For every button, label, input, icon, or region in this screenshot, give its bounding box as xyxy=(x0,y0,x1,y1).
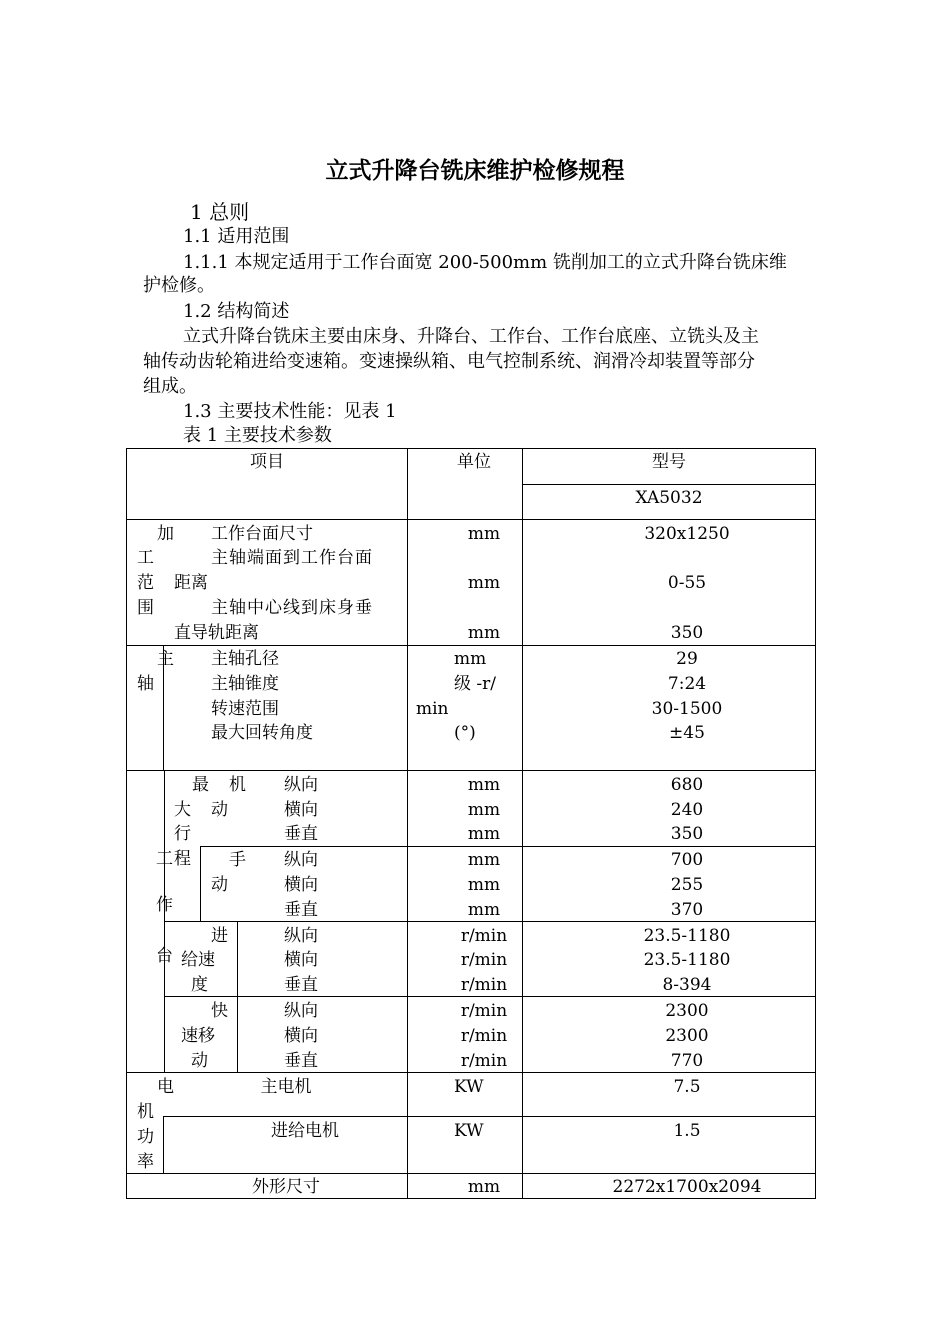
value-cell: 320x1250 xyxy=(644,524,730,544)
value-cell: 7.5 xyxy=(673,1077,701,1097)
manual-label-2: 动 xyxy=(211,875,228,895)
rapid-move-label-2: 速移 xyxy=(181,1026,215,1046)
paragraph-1-2-line1: 立式升降台铣床主要由床身、升降台、工作台、工作台底座、立铣头及主 xyxy=(183,326,759,347)
row-speed-range: 转速范围 xyxy=(211,699,279,719)
group-motor-label-1: 电 xyxy=(157,1077,174,1097)
unit-cell: r/min xyxy=(460,1001,508,1021)
dir-vertical: 垂直 xyxy=(284,824,318,844)
unit-cell: mm xyxy=(467,800,501,820)
dir-transverse: 横向 xyxy=(284,800,318,820)
row-spindle-face-1: 主轴端面到工作台面 xyxy=(211,548,373,568)
unit-cell: mm xyxy=(467,850,501,870)
row-spindle-bore: 主轴孔径 xyxy=(211,649,279,669)
dir-vertical: 垂直 xyxy=(284,975,318,995)
feed-speed-label-1: 进 xyxy=(211,926,228,946)
dir-longitudinal: 纵向 xyxy=(284,926,318,946)
paragraph-1-1-1-line2: 护检修。 xyxy=(143,275,215,296)
unit-cell: mm xyxy=(467,875,501,895)
dir-transverse: 横向 xyxy=(284,875,318,895)
value-cell: 255 xyxy=(670,875,704,895)
row-spindle-center-2: 直导轨距离 xyxy=(174,623,259,643)
unit-cell: r/min xyxy=(460,1026,508,1046)
rapid-move-label-3: 动 xyxy=(191,1051,208,1071)
section-1-1-heading: 1.1 适用范围 xyxy=(183,226,290,247)
group-machining-label-1: 加 xyxy=(157,524,174,544)
max-travel-label-1: 最 xyxy=(192,775,209,795)
unit-cell: 级 -r/ xyxy=(454,674,497,694)
unit-cell: r/min xyxy=(460,975,508,995)
value-cell: 240 xyxy=(670,800,704,820)
value-cell: 350 xyxy=(670,623,704,643)
group-spindle-label-1: 主 xyxy=(157,649,174,669)
table-caption: 表 1 主要技术参数 xyxy=(183,425,332,446)
group-machining-label-3: 范 xyxy=(137,573,154,593)
paragraph-1-1-1-line1: 1.1.1 本规定适用于工作台面宽 200-500mm 铣削加工的立式升降台铣床维 xyxy=(183,252,787,273)
value-cell: ±45 xyxy=(669,723,705,743)
row-spindle-face-2: 距离 xyxy=(174,573,208,593)
value-cell: 23.5-1180 xyxy=(643,950,731,970)
value-cell: 29 xyxy=(676,649,698,669)
unit-cell: mm xyxy=(467,775,501,795)
unit-cell: KW xyxy=(454,1077,484,1097)
row-spindle-center-1: 主轴中心线到床身垂 xyxy=(211,598,373,618)
group-table-label-2: 作 xyxy=(156,895,173,915)
unit-cell: mm xyxy=(467,824,501,844)
value-cell: 370 xyxy=(670,900,704,920)
unit-cell: (°) xyxy=(454,723,476,743)
unit-cell: r/min xyxy=(460,926,508,946)
feed-speed-label-3: 度 xyxy=(191,975,208,995)
group-machining-label-2: 工 xyxy=(137,548,154,568)
value-cell: 2272x1700x2094 xyxy=(612,1177,762,1197)
header-model: 型号 xyxy=(652,452,686,472)
group-motor-label-4: 率 xyxy=(137,1152,154,1172)
paragraph-1-2-line3: 组成。 xyxy=(143,376,197,397)
unit-cell: mm xyxy=(467,524,501,544)
header-item: 项目 xyxy=(250,452,284,472)
unit-cell: mm xyxy=(467,900,501,920)
power-feed-label-2: 动 xyxy=(211,800,228,820)
value-cell: 0-55 xyxy=(667,573,707,593)
paragraph-1-2-line2: 轴传动齿轮箱进给变速箱。变速操纵箱、电气控制系统、润滑冷却装置等部分 xyxy=(143,351,755,372)
row-main-motor: 主电机 xyxy=(260,1077,312,1097)
row-feed-motor: 进给电机 xyxy=(271,1121,339,1141)
header-unit: 单位 xyxy=(457,452,491,472)
value-cell: 2300 xyxy=(665,1001,709,1021)
manual-label-1: 手 xyxy=(229,850,246,870)
group-table-label-1: 工 xyxy=(156,849,173,869)
dir-longitudinal: 纵向 xyxy=(284,775,318,795)
group-motor-label-2: 机 xyxy=(137,1102,154,1122)
dir-longitudinal: 纵向 xyxy=(284,1001,318,1021)
value-cell: 1.5 xyxy=(673,1121,701,1141)
section-1-heading: 1 总则 xyxy=(190,200,250,224)
unit-cell: mm xyxy=(467,573,501,593)
value-cell: 30-1500 xyxy=(651,699,723,719)
section-1-2-heading: 1.2 结构简述 xyxy=(183,301,290,322)
dir-transverse: 横向 xyxy=(284,950,318,970)
header-model-name: XA5032 xyxy=(635,488,703,508)
feed-speed-label-2: 给速 xyxy=(181,950,215,970)
value-cell: 23.5-1180 xyxy=(643,926,731,946)
value-cell: 680 xyxy=(670,775,704,795)
dir-vertical: 垂直 xyxy=(284,900,318,920)
value-cell: 350 xyxy=(670,824,704,844)
value-cell: 8-394 xyxy=(662,975,712,995)
dir-longitudinal: 纵向 xyxy=(284,850,318,870)
value-cell: 770 xyxy=(670,1051,704,1071)
power-feed-label-1: 机 xyxy=(229,775,246,795)
unit-cell: min xyxy=(416,699,449,719)
unit-cell: mm xyxy=(467,623,501,643)
unit-cell: mm xyxy=(467,1177,501,1197)
max-travel-label-3: 行 xyxy=(174,824,191,844)
max-travel-label-2: 大 xyxy=(174,800,191,820)
unit-cell: r/min xyxy=(460,1051,508,1071)
unit-cell: r/min xyxy=(460,950,508,970)
page-title: 立式升降台铣床维护检修规程 xyxy=(325,158,625,184)
group-machining-label-4: 围 xyxy=(137,598,154,618)
group-spindle-label-2: 轴 xyxy=(137,674,154,694)
max-travel-label-4: 程 xyxy=(174,849,191,869)
row-max-rotation: 最大回转角度 xyxy=(211,723,313,743)
rapid-move-label-1: 快 xyxy=(211,1001,228,1021)
value-cell: 2300 xyxy=(665,1026,709,1046)
row-spindle-taper: 主轴锥度 xyxy=(211,674,279,694)
group-table-label-3: 台 xyxy=(156,946,173,966)
dir-vertical: 垂直 xyxy=(284,1051,318,1071)
unit-cell: KW xyxy=(454,1121,484,1141)
row-table-size: 工作台面尺寸 xyxy=(211,524,313,544)
unit-cell: mm xyxy=(454,649,487,669)
group-motor-label-3: 功 xyxy=(137,1127,154,1147)
section-1-3-heading: 1.3 主要技术性能：见表 1 xyxy=(183,401,397,422)
value-cell: 700 xyxy=(670,850,704,870)
value-cell: 7:24 xyxy=(667,674,707,694)
row-overall-dimensions: 外形尺寸 xyxy=(252,1177,320,1197)
dir-transverse: 横向 xyxy=(284,1026,318,1046)
